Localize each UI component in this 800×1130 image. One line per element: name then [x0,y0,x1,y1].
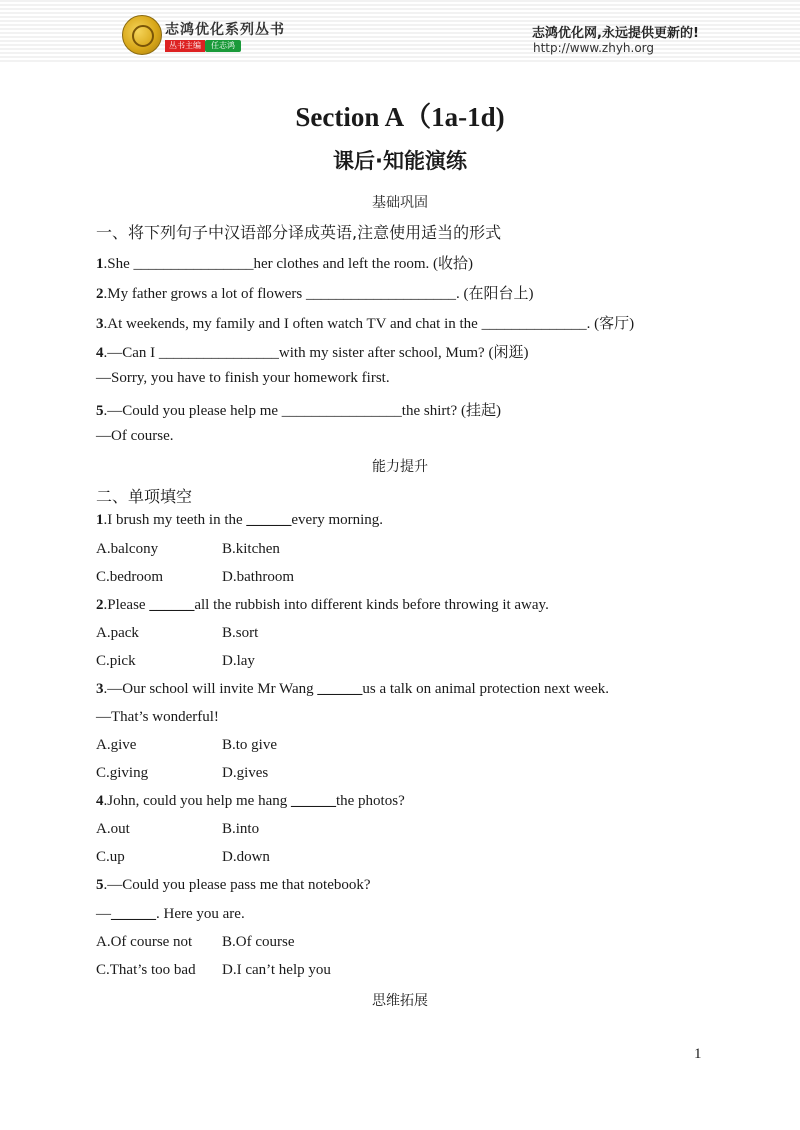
question-text: us a talk on animal protection next week. [362,681,610,697]
option-a: A.pack [96,625,139,641]
option-d: D.bathroom [222,569,295,585]
item-text: .—Can I ________________with my sister after school, Mum? (闲逛) [103,345,529,361]
option-a: A.Of course not [96,934,193,950]
option-c: C.That’s too bad [96,962,196,978]
item-number: 2 [96,286,104,302]
option-b: B.into [222,821,260,837]
page-title: Section A（1a-1d) [295,102,505,132]
item-number: 5 [96,877,104,893]
option-a: A.out [96,821,130,837]
page-subtitle: 课后·知能演练 [333,149,467,173]
item-number: 2 [96,597,104,613]
option-c: C.bedroom [96,569,164,585]
reply-text: . Here you are. [156,906,245,922]
brand-logo-icon [122,15,162,55]
option-d: D.gives [222,765,269,781]
reply-dash: — [96,906,111,922]
list-item [96,252,473,273]
page-number: 1 [694,1046,702,1062]
option-c: C.pick [96,653,136,669]
item-text: .At weekends, my family and I often watch TV and chat in the ______________. (客厅) [103,316,635,332]
answer-blank: ______ [290,793,336,809]
option-b: B.Of course [222,934,295,950]
section-label-extension: 思维拓展 [372,993,428,1009]
item-text: —Of course. [96,428,174,444]
editor-tag: 丛书主编 [165,40,205,52]
question-reply [96,906,245,923]
option-d: D.lay [222,653,255,669]
question-4 [96,793,405,810]
question-text: every morning. [291,512,384,528]
item-text: .She ________________her clothes and left the room. (收拾) [103,256,474,272]
question-text: .Please [103,597,150,613]
option-c: C.up [96,849,125,865]
item-number: 3 [96,316,104,332]
item-text: .My father grows a lot of flowers ____________________. (在阳台上) [103,286,534,302]
item-text: .—Could you please help me ________________the shirt? (挂起) [103,403,501,419]
section-label-basic: 基础巩固 [372,195,428,211]
question-text: the photos? [335,793,405,809]
list-item [96,341,528,362]
item-number: 5 [96,403,104,419]
answer-blank: ______ [246,512,292,528]
option-b: B.kitchen [222,541,280,557]
item-number: 3 [96,681,104,697]
item-number: 1 [96,256,104,272]
option-b: B.sort [222,625,259,641]
list-item [96,312,634,333]
answer-blank: ______ [111,906,156,922]
question-2 [96,597,549,614]
question-text: .—Our school will invite Mr Wang [103,681,318,697]
site-url[interactable]: http://www.zhyh.org [533,41,655,55]
question-text: .—Could you please pass me that notebook? [103,877,371,893]
question-3 [96,681,609,698]
list-item [96,399,501,420]
section-heading-translate: 一、将下列句子中汉语部分译成英语,注意使用适当的形式 [96,223,502,242]
question-text: .I brush my teeth in the [103,512,247,528]
question-text: .John, could you help me hang [103,793,291,809]
slogan: 志鸿优化网,永远提供更新的! [532,26,699,41]
section-heading-choice: 二、单项填空 [96,487,193,506]
question-1 [96,512,383,529]
option-d: D.I can’t help you [222,962,331,978]
option-b: B.to give [222,737,277,753]
item-text: —Sorry, you have to finish your homework first. [96,370,390,386]
list-item [96,370,390,387]
section-label-ability: 能力提升 [372,459,428,475]
editor-name-tag: 任志鸿 [205,40,241,52]
option-a: A.balcony [96,541,159,557]
question-5 [96,877,371,894]
list-item [96,428,173,445]
option-d: D.down [222,849,270,865]
question-reply: —That’s wonderful! [96,709,219,725]
brand-title: 志鸿优化系列丛书 [165,22,285,38]
item-number: 1 [96,512,104,528]
item-number: 4 [96,793,104,809]
answer-blank: ______ [149,597,195,613]
option-c: C.giving [96,765,149,781]
item-number: 4 [96,345,104,361]
page-header [0,0,800,64]
answer-blank: ______ [317,681,363,697]
option-a: A.give [96,737,137,753]
list-item [96,282,533,303]
question-text: all the rubbish into different kinds before throwing it away. [194,597,549,613]
